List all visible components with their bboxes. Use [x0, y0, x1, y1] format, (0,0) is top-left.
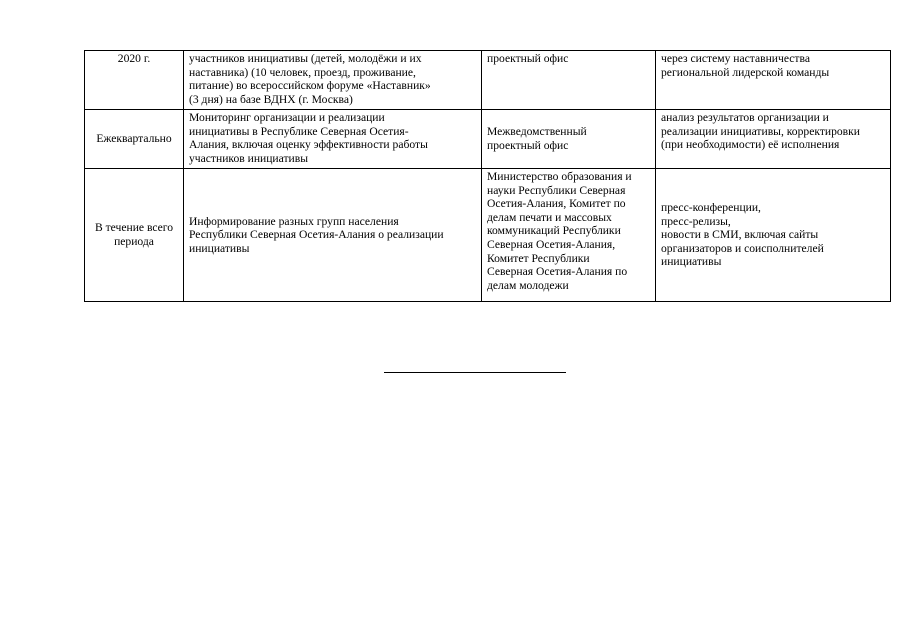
- plan-table: [84, 50, 891, 302]
- responsible-cell: Межведомственный проектный офис: [482, 110, 656, 169]
- period-cell: Ежеквартально: [85, 110, 184, 169]
- activity-cell: Мониторинг организации и реализации инициативы в Республике Северная Осетия- Алания, включая оценку эффективности работы участников инициативы: [184, 110, 482, 169]
- result-cell: пресс-конференции, пресс-релизы, новости в СМИ, включая сайты организаторов и соисполнителей инициативы: [656, 169, 891, 302]
- table-row: [85, 169, 891, 302]
- result-cell: через систему наставничества региональной лидерской команды: [656, 51, 891, 110]
- table-row: [85, 51, 891, 110]
- activity-cell: Информирование разных групп населения Республики Северная Осетия-Алания о реализации инициативы: [184, 169, 482, 302]
- responsible-cell: Министерство образования и науки Республики Северная Осетия-Алания, Комитет по делам печати и массовых коммуникаций Республики Северная Осетия-Алания, Комитет Республики Северная Осетия-Алания по делам молодежи: [482, 169, 656, 302]
- end-of-document-rule: [384, 372, 566, 373]
- table-row: [85, 110, 891, 169]
- period-cell: 2020 г.: [85, 51, 184, 110]
- result-cell: анализ результатов организации и реализации инициативы, корректировки (при необходимости) её исполнения: [656, 110, 891, 169]
- activity-cell: участников инициативы (детей, молодёжи и их наставника) (10 человек, проезд, проживание, питание) во всероссийском форуме «Наставник» (3 дня) на базе ВДНХ (г. Москва): [184, 51, 482, 110]
- period-cell: В течение всего периода: [85, 169, 184, 302]
- responsible-cell: проектный офис: [482, 51, 656, 110]
